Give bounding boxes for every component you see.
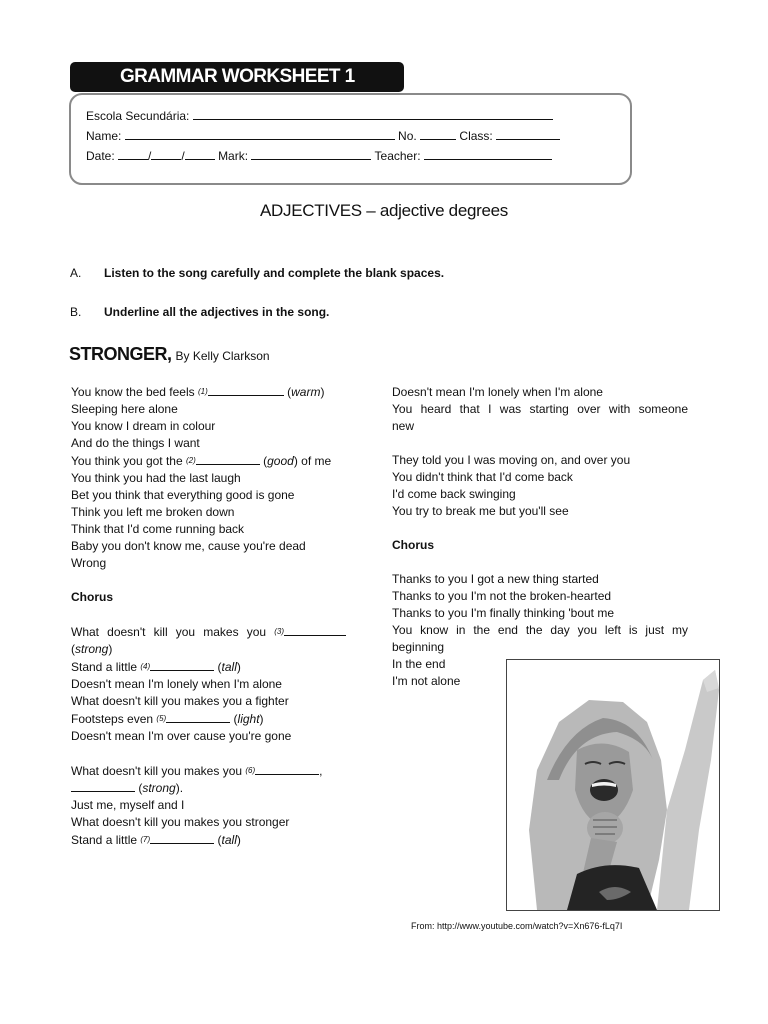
song-heading	[69, 344, 270, 365]
lyric-line: I'm not alone	[392, 674, 461, 688]
lyrics-right-column	[392, 384, 688, 690]
lyric-line: Wrong	[71, 556, 107, 570]
lyric-line: Thanks to you I got a new thing started	[392, 572, 599, 586]
lyric-line: What doesn't kill you makes you (6) ,	[71, 764, 323, 778]
lyric-line: You think you got the (2) (good) of me	[71, 454, 332, 468]
instruction-letter: B.	[70, 305, 82, 319]
lyric-line: You heard that I was starting over with someone	[392, 402, 688, 416]
lyric-line: Doesn't mean I'm lonely when I'm alone	[392, 385, 603, 399]
school-row	[86, 109, 553, 123]
date-row: Date: / / Mark: Teacher:	[86, 149, 552, 163]
date-year-field[interactable]	[185, 149, 215, 160]
mark-label: Mark:	[218, 149, 249, 163]
blank-1[interactable]	[208, 385, 284, 396]
instruction-letter: A.	[70, 266, 82, 280]
lyric-line: You know I dream in colour	[71, 419, 216, 433]
lyric-line: beginning	[392, 640, 445, 654]
lyric-line: Bet you think that everything good is gone	[71, 488, 295, 502]
name-field[interactable]	[125, 129, 395, 140]
blank-4[interactable]	[150, 660, 214, 671]
chorus-heading: Chorus	[392, 538, 434, 552]
lyric-line: Doesn't mean I'm over cause you're gone	[71, 729, 292, 743]
name-row	[86, 129, 560, 143]
student-info-box	[69, 93, 632, 185]
lyric-line: (strong)	[71, 642, 113, 656]
lyric-line: What doesn't kill you makes you a fighter	[71, 694, 289, 708]
name-label: Name:	[86, 129, 122, 143]
blank-7[interactable]	[150, 833, 214, 844]
song-title: STRONGER,	[69, 344, 172, 364]
lyric-line: Stand a little (7) (tall)	[71, 833, 241, 847]
lyric-line: You know in the end the day you left is just my	[392, 623, 688, 637]
class-field[interactable]	[496, 129, 560, 140]
lyric-line: Just me, myself and I	[71, 798, 185, 812]
song-artist: By Kelly Clarkson	[175, 349, 270, 363]
lyric-line: Footsteps even (5) (light)	[71, 712, 264, 726]
lyric-line: You try to break me but you'll see	[392, 504, 569, 518]
lyric-line: new	[392, 419, 415, 433]
lyric-line: (strong).	[71, 780, 346, 797]
section-title: ADJECTIVES – adjective degrees	[259, 201, 508, 220]
lyric-line: You didn't think that I'd come back	[392, 470, 573, 484]
lyric-line: Thanks to you I'm not the broken-hearted	[392, 589, 612, 603]
instruction-a	[70, 266, 444, 280]
lyric-line: Thanks to you I'm finally thinking 'bout me	[392, 606, 615, 620]
blank-3[interactable]	[284, 625, 346, 636]
chorus-heading: Chorus	[71, 590, 113, 604]
school-label: Escola Secundária:	[86, 109, 190, 123]
teacher-field[interactable]	[424, 149, 552, 160]
lyric-line: Stand a little (4) (tall)	[71, 660, 241, 674]
lyric-line: They told you I was moving on, and over you	[392, 453, 631, 467]
number-field[interactable]	[420, 129, 456, 140]
teacher-label: Teacher:	[374, 149, 421, 163]
lyric-line: Doesn't mean I'm lonely when I'm alone	[71, 677, 282, 691]
lyric-line: I'd come back swinging	[392, 487, 516, 501]
mark-field[interactable]	[251, 149, 371, 160]
blank-6[interactable]	[255, 764, 319, 775]
lyrics-left-column	[71, 383, 346, 849]
lyric-line: What doesn't kill you makes you stronger	[71, 815, 290, 829]
lyric-line: Think that I'd come running back	[71, 522, 245, 536]
lyric-line: Baby you don't know me, cause you're dead	[71, 539, 306, 553]
instruction-b	[70, 305, 329, 319]
school-field[interactable]	[193, 109, 553, 120]
lyric-line: In the end	[392, 657, 446, 671]
lyric-line: You think you had the last laugh	[71, 471, 241, 485]
lyric-line: Think you left me broken down	[71, 505, 235, 519]
date-month-field[interactable]	[151, 149, 181, 160]
number-label: No.	[398, 129, 417, 143]
source-credit: From: http://www.youtube.com/watch?v=Xn676-fLq7I	[411, 921, 623, 931]
blank-5[interactable]	[166, 712, 230, 723]
lyric-line: You know the bed feels (1) (warm)	[71, 385, 325, 399]
class-label: Class:	[459, 129, 493, 143]
date-label: Date:	[86, 149, 115, 163]
date-day-field[interactable]	[118, 149, 148, 160]
blank-2[interactable]	[196, 454, 260, 465]
worksheet-title: GRAMMAR WORKSHEET 1	[70, 62, 404, 92]
instruction-text: Listen to the song carefully and complete the blank spaces.	[104, 266, 445, 280]
lyric-line: What doesn't kill you makes you (3)	[71, 623, 346, 641]
singer-photo	[506, 659, 720, 911]
lyric-line: Sleeping here alone	[71, 402, 178, 416]
instruction-text: Underline all the adjectives in the song.	[104, 305, 330, 319]
blank-6b[interactable]	[71, 781, 135, 792]
lyric-line: And do the things I want	[71, 436, 200, 450]
